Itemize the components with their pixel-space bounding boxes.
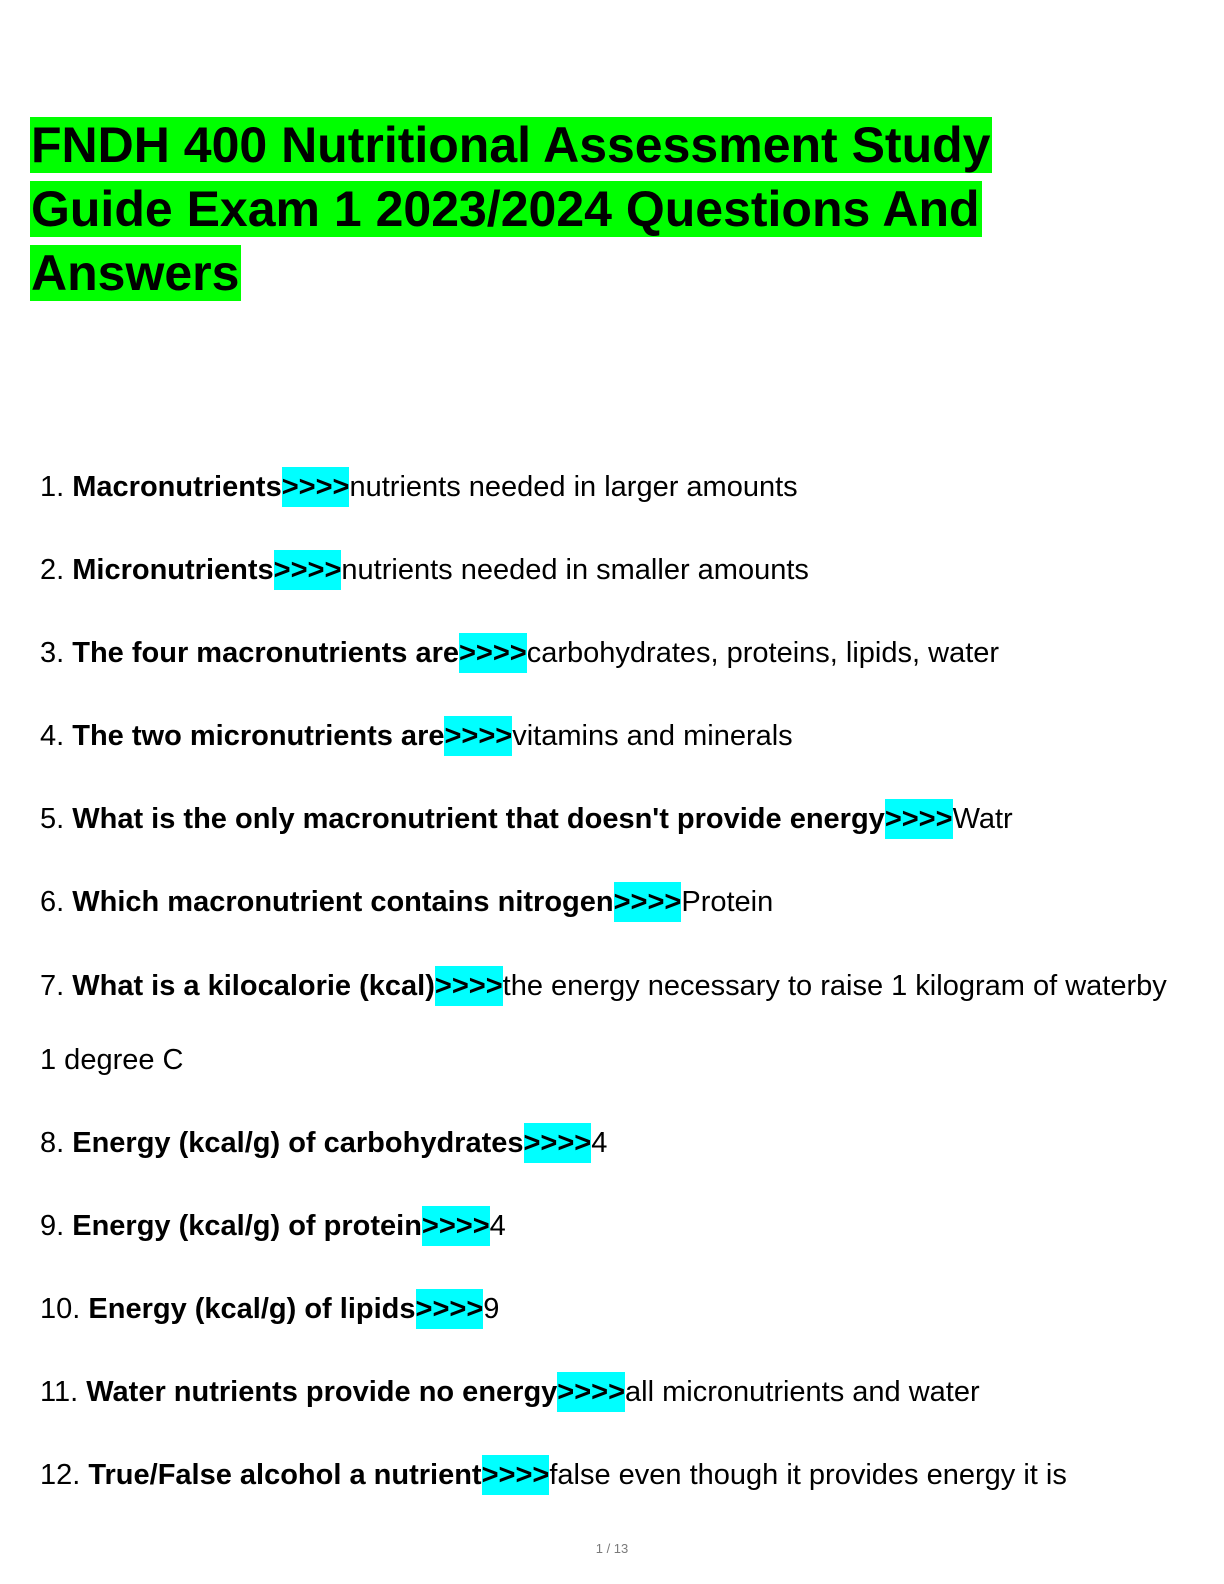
qa-answer: 9 <box>483 1293 500 1325</box>
qa-separator: >>>> <box>885 799 953 839</box>
page-indicator: 1 / 13 <box>595 1541 629 1556</box>
qa-answer: vitamins and minerals <box>512 720 793 752</box>
qa-number: 3. <box>40 637 65 669</box>
qa-number: 7. <box>40 970 65 1002</box>
qa-item <box>40 553 1190 588</box>
qa-question: Micronutrients <box>72 554 274 586</box>
qa-separator: >>>> <box>444 716 512 756</box>
qa-answer: nutrients needed in smaller amounts <box>341 554 809 586</box>
qa-answer: Protein <box>681 886 774 918</box>
document-title <box>30 113 1140 305</box>
qa-question: Energy (kcal/g) of carbohydrates <box>72 1127 524 1159</box>
qa-number: 6. <box>40 886 65 918</box>
qa-answer: all micronutrients and water <box>625 1376 980 1408</box>
qa-separator: >>>> <box>614 882 682 922</box>
qa-number: 5. <box>40 803 65 835</box>
qa-number: 9. <box>40 1210 65 1242</box>
qa-separator: >>>> <box>416 1289 484 1329</box>
qa-item <box>40 470 1190 505</box>
qa-separator: >>>> <box>482 1455 550 1495</box>
qa-item <box>40 1292 1190 1327</box>
qa-answer: the energy necessary to raise 1 kilogram of waterby 1 degree C <box>40 970 1167 1076</box>
qa-question: Energy (kcal/g) of protein <box>72 1210 422 1242</box>
qa-question: Which macronutrient contains nitrogen <box>72 886 614 918</box>
qa-item <box>40 1126 1190 1161</box>
qa-separator: >>>> <box>557 1372 625 1412</box>
qa-separator: >>>> <box>282 467 350 507</box>
qa-item <box>40 1209 1190 1244</box>
qa-number: 8. <box>40 1127 65 1159</box>
qa-question: What is the only macronutrient that doesn't provide energy <box>72 803 885 835</box>
qa-number: 2. <box>40 554 65 586</box>
qa-item <box>40 1458 1190 1493</box>
qa-number: 11. <box>40 1376 79 1408</box>
qa-separator: >>>> <box>459 633 527 673</box>
qa-answer: nutrients needed in larger amounts <box>349 471 798 503</box>
qa-question: Macronutrients <box>72 471 282 503</box>
qa-number: 10. <box>40 1293 81 1325</box>
qa-number: 4. <box>40 720 65 752</box>
qa-question: Water nutrients provide no energy <box>86 1376 558 1408</box>
qa-answer: 4 <box>591 1127 608 1159</box>
qa-list <box>40 470 1190 1541</box>
qa-answer: carbohydrates, proteins, lipids, water <box>526 637 1000 669</box>
qa-separator: >>>> <box>435 966 503 1006</box>
qa-separator: >>>> <box>274 550 342 590</box>
qa-question: True/False alcohol a nutrient <box>88 1459 482 1491</box>
qa-item <box>40 636 1190 671</box>
qa-answer: Watr <box>952 803 1013 835</box>
qa-item <box>40 719 1190 754</box>
qa-number: 1. <box>40 471 65 503</box>
qa-separator: >>>> <box>524 1123 592 1163</box>
qa-separator: >>>> <box>422 1206 490 1246</box>
qa-question: Energy (kcal/g) of lipids <box>88 1293 416 1325</box>
qa-question: The two micronutrients are <box>72 720 445 752</box>
qa-answer: 4 <box>489 1210 506 1242</box>
qa-number: 12. <box>40 1459 81 1491</box>
document-title-text: FNDH 400 Nutritional Assessment Study Guide Exam 1 2023/2024 Questions And Answers <box>31 117 991 301</box>
qa-question: The four macronutrients are <box>72 637 459 669</box>
qa-answer: false even though it provides energy it is <box>549 1459 1067 1491</box>
qa-item <box>40 949 1190 1097</box>
qa-item <box>40 1375 1190 1410</box>
qa-question: What is a kilocalorie (kcal) <box>72 970 435 1002</box>
qa-item <box>40 885 1190 920</box>
qa-item <box>40 802 1190 837</box>
